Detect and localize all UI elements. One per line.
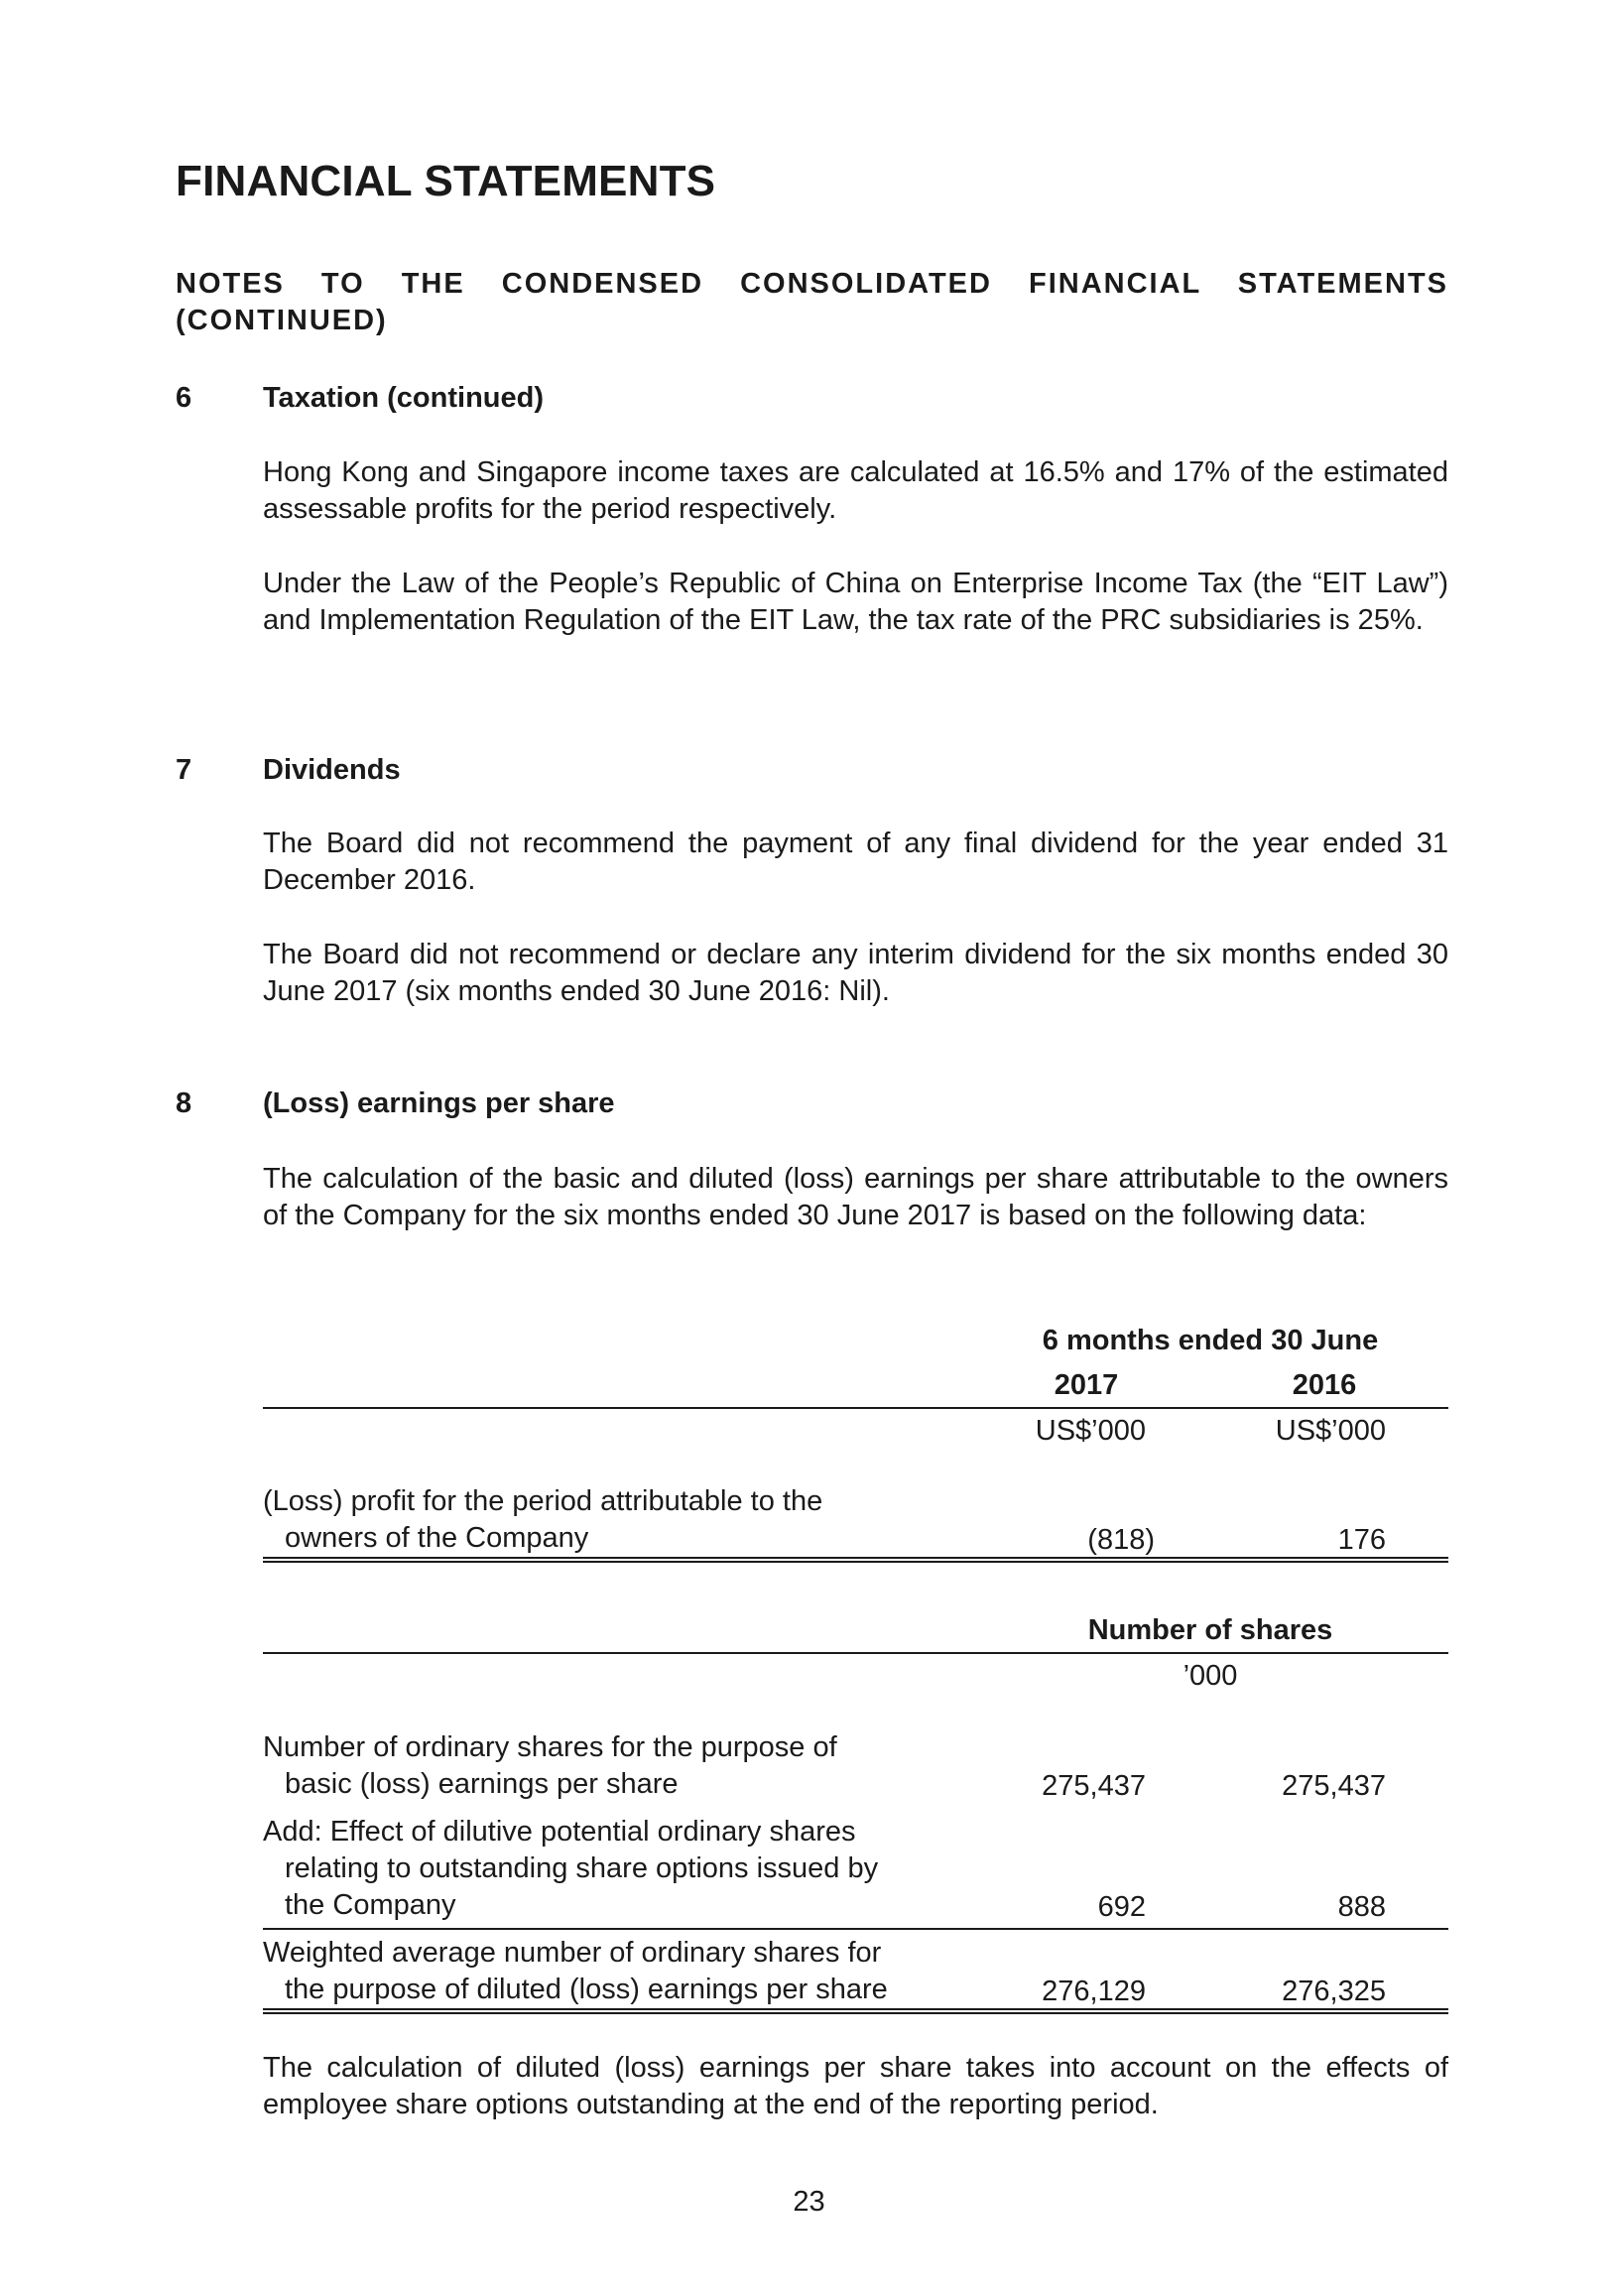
table2-row2-value-2016: 888 [1337,1891,1386,1923]
table2-row1-value-2016: 275,437 [1282,1770,1386,1802]
table1-total-double-rule [263,1557,1448,1563]
taxation-paragraph-1: Hong Kong and Singapore income taxes are calculated at 16.5% and 17% of the estimated assessable profits for the period respectively. [263,456,1448,525]
table2-row3-value-2017: 276,129 [1042,1976,1146,2007]
page-number: 23 [793,2186,825,2218]
note-title-taxation: Taxation (continued) [263,382,545,414]
table1-value-2017: (818) [1087,1524,1155,1556]
table2-row1-line2: basic (loss) earnings per share [285,1768,679,1800]
table1-unit-2016: US$’000 [1275,1415,1386,1447]
table1-unit-2017: US$’000 [1035,1415,1146,1447]
table2-subtotal-rule [263,1928,1448,1930]
dividends-paragraph-2: The Board did not recommend or declare any interim dividend for the six months ended 30 June 2017 (six months ended 30 June 2016: Nil). [263,939,1448,1007]
taxation-paragraph-2: Under the Law of the People’s Republic of China on Enterprise Income Tax (the “EIT Law”) and Implementation Regulation of the EIT Law, the tax rate of the PRC subsidiaries is 25%. [263,568,1448,636]
section-heading: NOTES TO THE CONDENSED CONSOLIDATED FINANCIAL STATEMENTS (CONTINUED) [176,268,1448,336]
table2-header: Number of shares [1087,1614,1333,1646]
table1-year-2016: 2016 [1292,1369,1357,1401]
page-title: FINANCIAL STATEMENTS [176,157,716,205]
table2-row2-line1: Add: Effect of dilutive potential ordinary shares [263,1816,856,1848]
eps-closing-paragraph: The calculation of diluted (loss) earnings per share takes into account on the effects of employee share options outstanding at the end of the reporting period. [263,2052,1448,2120]
note-number-taxation: 6 [176,382,192,414]
table2-row3-value-2016: 276,325 [1282,1976,1386,2007]
note-number-dividends: 7 [176,754,192,786]
table2-row2-line3: the Company [285,1889,456,1921]
dividends-paragraph-1: The Board did not recommend the payment of any final dividend for the year ended 31 December 2016. [263,828,1448,896]
table1-value-2016: 176 [1337,1524,1386,1556]
note-title-dividends: Dividends [263,754,401,786]
note-title-eps: (Loss) earnings per share [263,1087,615,1119]
table1-header-rule [263,1407,1448,1409]
table2-row2-line2: relating to outstanding share options issued by [285,1852,879,1884]
table1-year-2017: 2017 [1054,1369,1119,1401]
table1-row-label-line2: owners of the Company [285,1522,589,1554]
table2-row3-line1: Weighted average number of ordinary shares for [263,1937,882,1969]
table2-header-rule [263,1652,1448,1654]
table2-row1-value-2017: 275,437 [1042,1770,1146,1802]
table2-total-double-rule [263,2008,1448,2014]
table2-row1-line1: Number of ordinary shares for the purpose of [263,1731,837,1763]
eps-intro-paragraph: The calculation of the basic and diluted (loss) earnings per share attributable to the owners of the Company for the six months ended 30 June 2017 is based on the following data: [263,1163,1448,1231]
table2-unit: ’000 [1182,1660,1238,1692]
table1-period-header: 6 months ended 30 June [1042,1325,1379,1356]
table2-row2-value-2017: 692 [1097,1891,1146,1923]
table2-row3-line2: the purpose of diluted (loss) earnings per share [285,1974,888,2005]
table1-row-label-line1: (Loss) profit for the period attributable to the [263,1485,823,1517]
note-number-eps: 8 [176,1087,192,1119]
